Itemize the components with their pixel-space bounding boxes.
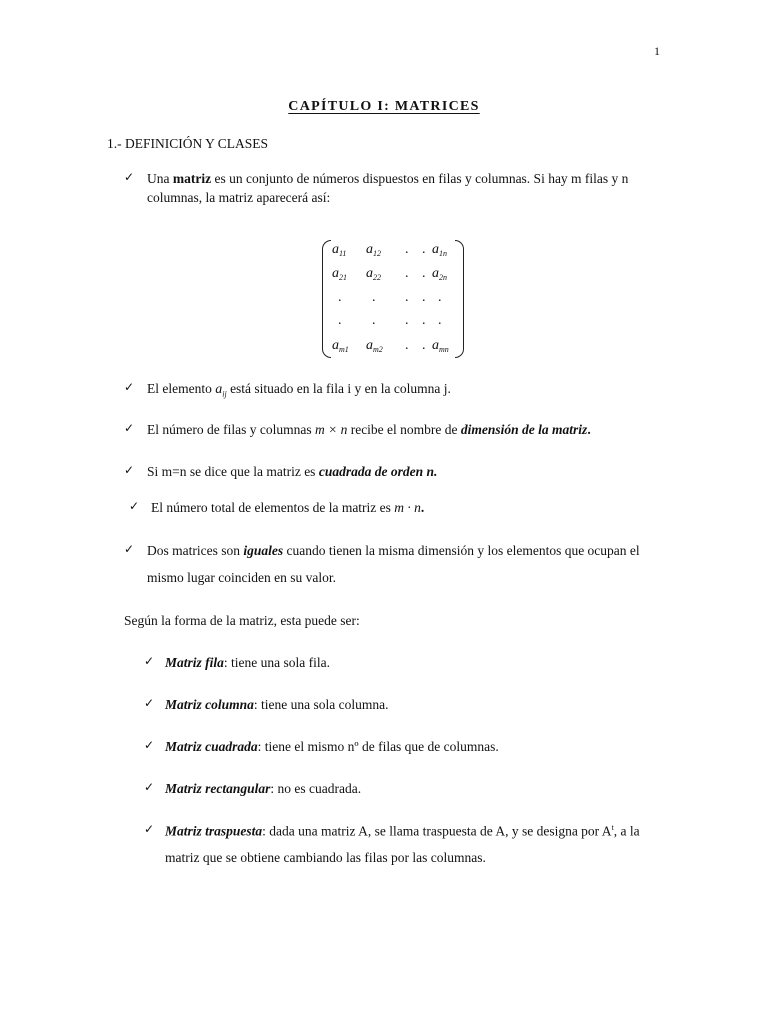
dimension-post: . (587, 422, 591, 437)
check-icon: ✓ (124, 542, 135, 556)
equal-bullet-line-2: mismo lugar coinciden en su valor. (147, 570, 336, 585)
check-icon: ✓ (144, 696, 155, 710)
matrix-type-name: Matriz columna (165, 697, 254, 712)
matrix-ellipsis-dot: . (405, 242, 409, 257)
check-icon: ✓ (144, 822, 155, 836)
matrix-type-item (165, 655, 330, 671)
matrix-ellipsis-dot: . (405, 338, 409, 353)
matrix-left-bracket (322, 240, 331, 358)
transpose-post: , a la (613, 823, 640, 839)
matrix-ellipsis-dot: . (372, 313, 376, 328)
matrix-cell-symbol: a (332, 242, 339, 257)
transpose-line-1 (165, 823, 640, 840)
dimension-pre: El número de filas y columnas (147, 422, 315, 437)
equal-bullet-line-1 (147, 543, 640, 559)
element-sub: ij (222, 389, 227, 399)
total-post: . (420, 500, 425, 515)
matrix-cell-symbol: a (366, 242, 373, 257)
matrix-cell-subscript: m2 (373, 345, 383, 354)
square-bullet (147, 464, 437, 480)
matrix-cell-symbol: a (432, 266, 439, 281)
matrix-cell (332, 266, 347, 282)
matrix-ellipsis-dot: . (405, 290, 409, 305)
matrix-cell-subscript: 2n (439, 273, 447, 282)
chapter-title-text: CAPÍTULO I: MATRICES (288, 99, 480, 114)
matrix-display (322, 240, 464, 358)
matrix-cell-subscript: 12 (373, 249, 381, 258)
equal-post: cuando tienen la misma dimensión y los elementos que ocupan el (283, 543, 640, 558)
matrix-type-item (165, 781, 361, 797)
matrix-cell (366, 242, 381, 258)
matrix-ellipsis-dot: . (422, 338, 426, 353)
equal-emph: iguales (243, 543, 284, 558)
dimension-mid: recibe el nombre de (347, 422, 461, 437)
intro-line-1 (147, 171, 628, 187)
matrix-type-name: Matriz cuadrada (165, 739, 258, 754)
matrix-ellipsis-dot: . (405, 313, 409, 328)
matrix-cell-subscript: 21 (339, 273, 347, 282)
matrix-ellipsis-dot: . (438, 290, 442, 305)
check-icon: ✓ (124, 463, 135, 477)
shape-intro: Según la forma de la matriz, esta puede ser: (124, 613, 360, 628)
intro-line-2: columnas, la matriz aparecerá así: (147, 190, 331, 205)
chapter-title (0, 98, 768, 115)
equal-pre: Dos matrices son (147, 543, 244, 558)
check-icon: ✓ (144, 654, 155, 668)
element-post: está situado en la fila i y en la columna j. (226, 381, 451, 396)
matrix-ellipsis-dot: . (372, 290, 376, 305)
matrix-cell (432, 338, 449, 354)
matrix-cell-subscript: 11 (339, 249, 347, 258)
matrix-ellipsis-dot: . (338, 290, 342, 305)
matrix-type-desc: : tiene el mismo nº de filas que de columnas. (257, 739, 499, 754)
transpose-line-2: matriz que se obtiene cambiando las filas por las columnas. (165, 850, 486, 865)
matrix-right-bracket (455, 240, 464, 358)
matrix-type-desc: : tiene una sola fila. (223, 655, 330, 670)
element-bullet (147, 381, 451, 399)
check-icon: ✓ (129, 499, 140, 513)
matrix-cell (432, 242, 447, 258)
total-bullet (151, 500, 424, 516)
check-icon: ✓ (124, 421, 135, 435)
dimension-math: m × n (314, 422, 348, 437)
check-icon: ✓ (144, 738, 155, 752)
matrix-type-desc: : no es cuadrada. (270, 781, 362, 796)
transpose-desc: : dada una matriz A, se llama traspuesta de A, y se designa por A (262, 823, 612, 839)
check-icon: ✓ (124, 170, 135, 184)
matrix-type-item (165, 697, 389, 713)
matrix-ellipsis-dot: . (438, 313, 442, 328)
matrix-ellipsis-dot: . (338, 313, 342, 328)
check-icon: ✓ (144, 780, 155, 794)
matrix-cell-subscript: 22 (373, 273, 381, 282)
check-icon: ✓ (124, 380, 135, 394)
matrix-cell (332, 338, 349, 354)
matrix-cell-symbol: a (332, 266, 339, 281)
intro-pre: Una (147, 171, 173, 186)
matrix-type-name: Matriz fila (165, 655, 224, 670)
page-number: 1 (654, 44, 660, 58)
matrix-cell (432, 266, 447, 282)
matrix-cell-symbol: a (366, 266, 373, 281)
matrix-cell-symbol: a (432, 242, 439, 257)
total-pre: El número total de elementos de la matriz es (151, 500, 395, 515)
matrix-cell-symbol: a (366, 338, 373, 353)
total-math: m · n (394, 500, 421, 515)
matrix-cell-subscript: m1 (339, 345, 349, 354)
matrix-cell-symbol: a (432, 338, 439, 353)
square-emph: cuadrada de orden n. (318, 464, 438, 479)
matrix-cell-symbol: a (332, 338, 339, 353)
matrix-type-item (165, 739, 499, 755)
matrix-cell (332, 242, 346, 258)
matrix-ellipsis-dot: . (422, 242, 426, 257)
transpose-name: Matriz traspuesta (165, 823, 263, 839)
matrix-type-name: Matriz rectangular (165, 781, 271, 796)
matrix-ellipsis-dot: . (422, 290, 426, 305)
intro-bold-term: matriz (172, 171, 212, 186)
matrix-cell-subscript: mn (439, 345, 449, 354)
transpose-sup: t (611, 823, 614, 832)
dimension-emph: dimensión de la matriz (460, 422, 588, 437)
matrix-ellipsis-dot: . (422, 313, 426, 328)
element-pre: El elemento (147, 381, 216, 396)
matrix-ellipsis-dot: . (422, 266, 426, 281)
matrix-type-desc: : tiene una sola columna. (253, 697, 389, 712)
square-pre: Si m=n se dice que la matriz es (147, 464, 319, 479)
matrix-cell (366, 266, 381, 282)
matrix-ellipsis-dot: . (405, 266, 409, 281)
dimension-bullet (147, 422, 591, 438)
section-heading: 1.- DEFINICIÓN Y CLASES (107, 136, 268, 151)
element-math: a (215, 382, 223, 397)
matrix-cell-subscript: 1n (439, 249, 447, 258)
matrix-cell (366, 338, 383, 354)
intro-post: es un conjunto de números dispuestos en filas y columnas. Si hay m filas y n (211, 171, 629, 186)
